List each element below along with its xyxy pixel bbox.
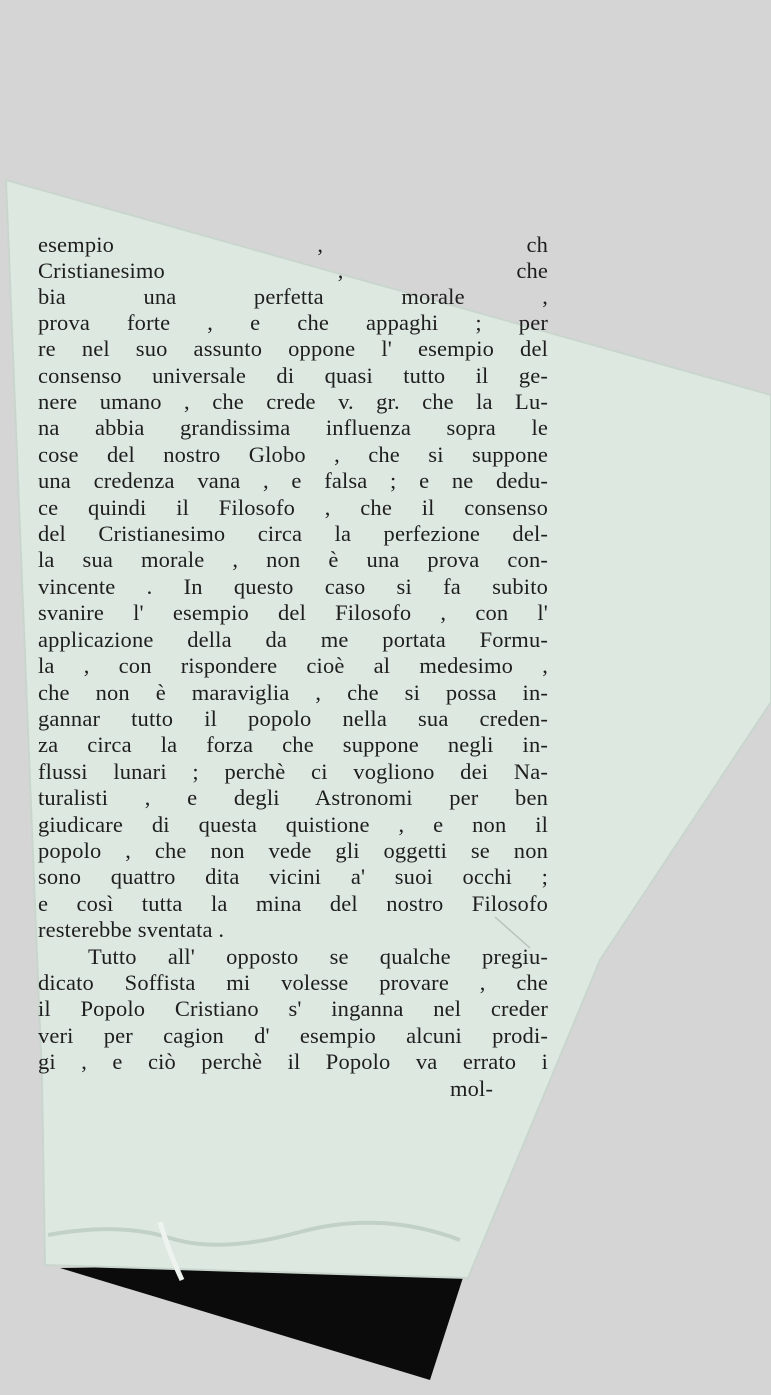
text-line: Tutto all' opposto se qualche pregiu- (88, 944, 548, 969)
text-line: resterebbe sventata . (38, 917, 225, 942)
text-line: turalisti , e degli Astronomi per ben (38, 785, 548, 810)
text-line: giudicare di questa quistione , e non il (38, 812, 548, 837)
text-line: una credenza vana , e falsa ; e ne dedu- (38, 468, 548, 493)
text-line: la sua morale , non è una prova con- (38, 547, 548, 572)
text-line: consenso universale di quasi tutto il ge- (38, 363, 548, 388)
text-line: gi , e ciò perchè il Popolo va errato i (38, 1049, 548, 1074)
text-line: nere umano , che crede v. gr. che la Lu- (38, 389, 548, 414)
text-line: prova forte , e che appaghi ; per (38, 310, 548, 335)
text-line: za circa la forza che suppone negli in- (38, 732, 548, 757)
text-line: re nel suo assunto oppone l' esempio del (38, 336, 548, 361)
text-line: svanire l' esempio del Filosofo , con l' (38, 600, 548, 625)
text-line: na abbia grandissima influenza sopra le (38, 415, 548, 440)
text-line: la , con rispondere cioè al medesimo , (38, 653, 548, 678)
text-line: Cristianesimo , che (38, 258, 548, 283)
text-line: flussi lunari ; perchè ci vogliono dei Na- (38, 759, 548, 784)
text-line: veri per cagion d' esempio alcuni prodi- (38, 1023, 548, 1048)
text-line: popolo , che non vede gli oggetti se non (38, 838, 548, 863)
text-line: e così tutta la mina del nostro Filosofo (38, 891, 548, 916)
text-line: bia una perfetta morale , (38, 284, 548, 309)
text-line: ce quindi il Filosofo , che il consenso (38, 495, 548, 520)
text-line: del Cristianesimo circa la perfezione del- (38, 521, 548, 546)
text-line: il Popolo Cristiano s' inganna nel creder (38, 996, 548, 1021)
text-line: dicato Soffista mi volesse provare , che (38, 970, 548, 995)
text-line: applicazione della da me portata Formu- (38, 627, 548, 652)
text-line: esempio , ch (38, 232, 548, 257)
catchword: mol- (450, 1076, 494, 1101)
text-line: sono quattro dita vicini a' suoi occhi ; (38, 864, 548, 889)
text-line: gannar tutto il popolo nella sua creden- (38, 706, 548, 731)
text-line: che non è maraviglia , che si possa in- (38, 680, 548, 705)
text-line: cose del nostro Globo , che si suppone (38, 442, 548, 467)
text-line: vincente . In questo caso si fa subito (38, 574, 548, 599)
